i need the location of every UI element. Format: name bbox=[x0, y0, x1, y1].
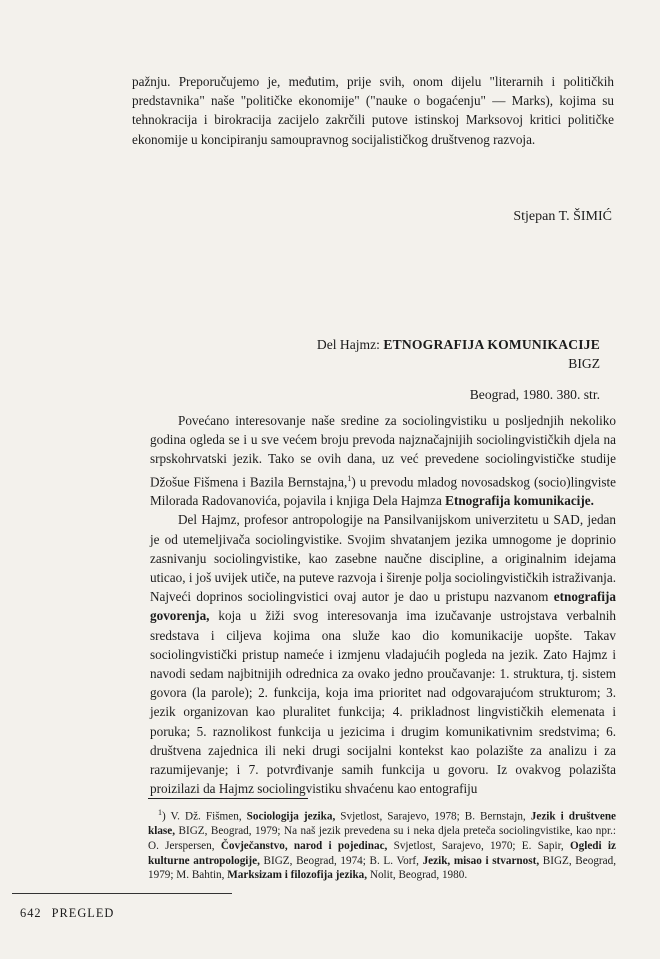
body-p2-text-b: koja u žiži svog interesovanja ima izučavanje ustrojstava verbalnih sredstava i ciljeva kojima ona služe kao dio komunikacije uopšte. Takav sociolingvistički pristup nameće i izmjenu vladajućih pogleda na jezik. Zato Hajmz i navodi sedam najbitnijih odrednica za ovako jedno proučavanje: 1. struktura, tj. sistem govora (la parole); 2. funkcija, koja ima prioritet nad odgovarajućom strukturom; 3. jezik organizovan kao pluralitet funkcija; 4. prikladnost lingvističkih elemenata i poruka; 5. raznolikost funkcija u jezicima i drugim komunikativnim sredstvima; 6. društvena zajednica ili neki drugi socijalni kontekst kao polazište za analizu i za razumijevanje; i 7. potvrđivanje samih funkcija u govoru. Iz ovakvog polazišta proizilazi da Hajmz sociolingvistiku shvaćenu kao entografiju bbox=[150, 608, 616, 797]
review-place-year: Beograd, 1980. 380. str. bbox=[469, 387, 600, 402]
footnote-book-title: Jezik i društvene klase, bbox=[148, 810, 617, 838]
body-p2-term: etnografija govorenja, bbox=[150, 589, 616, 624]
footnote-text: Svjetlost, Sarajevo, 1978; B. Bernstajn, bbox=[335, 810, 531, 823]
body-p1-text-b: ) u prevodu mladog novosadskog (socio)lingviste Milorada Radovanovića, pojavila i knjiga Dela Hajmza bbox=[150, 474, 617, 509]
footnote-text: Nolit, Beograd, 1980. bbox=[367, 869, 468, 882]
page-number: 642 bbox=[20, 906, 42, 920]
footnote-book-title: Jezik, misao i stvarnost, bbox=[422, 854, 540, 867]
footnote-text: BIGZ, Beograd, 1979; Na naš jezik prevedena su i neka djela preteča sociolingvistike, kao npr.: O. Jerspersen, bbox=[148, 825, 616, 852]
signature: Stjepan T. ŠIMIĆ bbox=[513, 209, 612, 224]
footnote-text: ) V. Dž. Fišmen, bbox=[162, 810, 247, 823]
top-paragraph-text: pažnju. Preporučujemo je, međutim, prije svih, onom dijelu "literarnih i političkih predstavnika" naše "političke ekonomije" ("nauke o bogaćenju" — Marks), kojima su tehnokracija i birokracija zacijelo zakrčili putove istinskoj Marksovoj kritici političke ekonomije u koncipiranju samoupravnog socijalističkog društvenog razvoja. bbox=[132, 74, 614, 147]
top-paragraph bbox=[132, 72, 614, 149]
page-footer bbox=[20, 906, 114, 921]
footnotes bbox=[148, 806, 616, 883]
body-p2-text-a: Del Hajmz, profesor antropologije na Pansilvanijskom univerzitetu u SAD, jedan je od utemeljivača sociolingvistike. Svojim shvatanjem jezika umnogome je doprinio zasnivanju sociolingvistike, kao zasebne naučne discipline, a originalnim idejama uticao, i još uvijek utiče, na puteve razvoja i širenje polja sociolingvističkih istraživanja. Najveći doprinos sociolingvistici ovaj autor je dao u pristupu nazvanom bbox=[150, 512, 616, 605]
footnote-book-title: Marksizam i filozofija jezika, bbox=[227, 869, 368, 882]
footnote-divider bbox=[148, 798, 308, 799]
footnote-book-title: Ogledi iz kulturne antropologije, bbox=[148, 839, 616, 867]
footnote-text: BIGZ, Beograd, 1974; B. L. Vorf, bbox=[259, 854, 423, 867]
footnote-book-title: Čovječanstvo, narod i pojedinac, bbox=[220, 839, 388, 852]
journal-name: PREGLED bbox=[51, 906, 115, 920]
footnote-marker: 1 bbox=[158, 808, 162, 817]
body-p1-text-a: Povećano interesovanje naše sredine za sociolingvistiku u posljednjih nekoliko godina ogleda se i u sve većem broju prevoda najznačajnijih sociolingvističkih djela na srpskohrvatski jezik. Tako se ovih dana, uz već prevedene sociolingvističke studije Džošue Fišmena i Bazila Bernstajna, bbox=[150, 413, 616, 489]
footnote-ref: 1 bbox=[347, 473, 352, 483]
review-author: Del Hajmz: bbox=[316, 337, 384, 352]
review-title-line bbox=[317, 335, 600, 354]
footnote-1 bbox=[148, 806, 616, 883]
body-paragraph-1 bbox=[150, 411, 616, 510]
footnote-book-title: Sociologija jezika, bbox=[246, 810, 336, 823]
body-p1-book-title: Etnografija komunikacije. bbox=[445, 493, 594, 509]
review-title: ETNOGRAFIJA KOMUNIKACIJE bbox=[383, 337, 600, 352]
review-header bbox=[317, 335, 600, 404]
review-body bbox=[150, 411, 616, 798]
footnote-text: BIGZ, Beograd, 1979; M. Bahtin, bbox=[148, 854, 616, 882]
footer-divider bbox=[12, 893, 232, 894]
footnote-text: Svjetlost, Sarajevo, 1970; E. Sapir, bbox=[387, 839, 570, 852]
body-paragraph-2 bbox=[150, 510, 616, 798]
review-publisher: BIGZ bbox=[568, 356, 600, 371]
